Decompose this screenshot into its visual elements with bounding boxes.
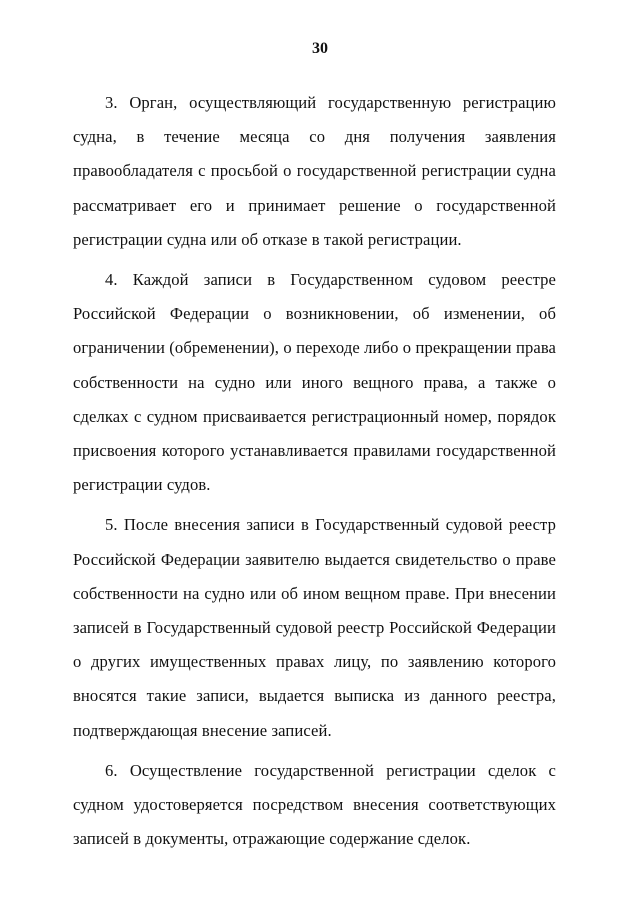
- paragraph-6: 6. Осуществление государственной регистрации сделок с судном удостоверяется посредством внесения соответствующих записей в документы, отражающие содержание сделок.: [73, 760, 556, 849]
- paragraph-4: 4. Каждой записи в Государственном судовом реестре Российской Федерации о возникновении, об изменении, об ограничении (обременении), о переходе либо о прекращении права собственности на судно или иного вещного права, а также о сделках с судном присваивается регистрационный номер, порядок присвоения которого устанавливается правилами государственной регистрации судов.: [73, 270, 556, 495]
- paragraph-5: 5. После внесения записи в Государственный судовой реестр Российской Федерации заявителю выдается свидетельство о праве собственности на судно или об ином вещном праве. При внесении записей в Государственный судовой реестр Российской Федерации о других имущественных правах лицу, по заявлению которого вносятся такие записи, выдается выписка из данного реестра, подтверждающая внесение записей.: [73, 515, 556, 740]
- page-number: 30: [312, 40, 328, 57]
- paragraph-3: 3. Орган, осуществляющий государственную регистрацию судна, в течение месяца со дня получения заявления правообладателя с просьбой о государственной регистрации судна рассматривает его и принимает решение о государственной регистрации судна или об отказе в такой регистрации.: [73, 93, 556, 249]
- document-body: [73, 86, 556, 862]
